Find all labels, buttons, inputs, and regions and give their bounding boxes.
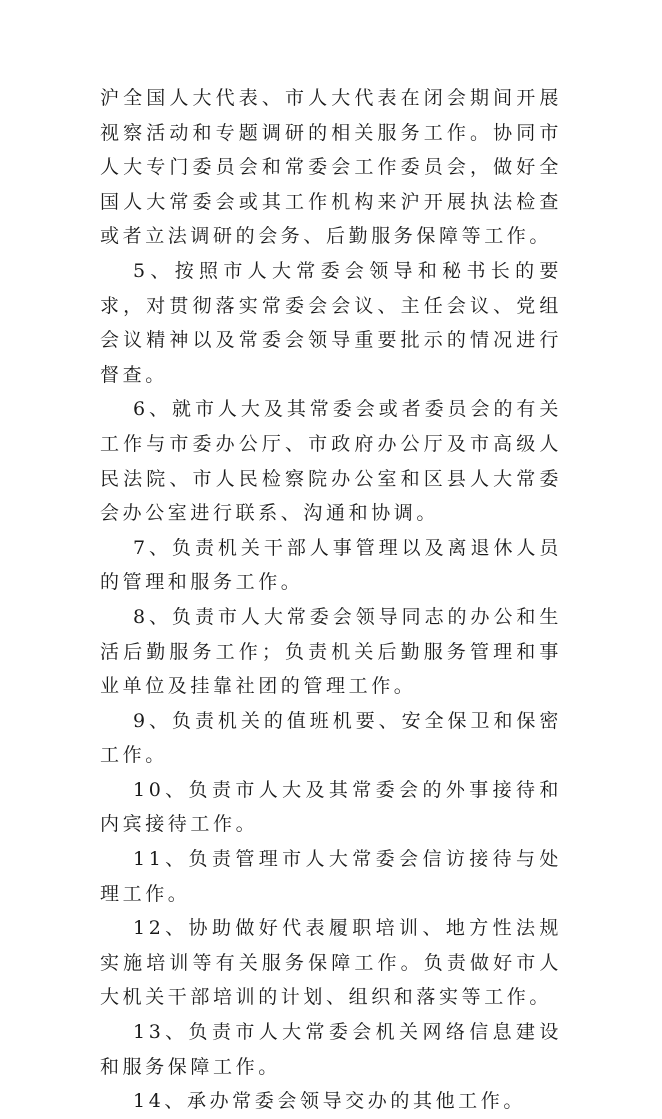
paragraph-item-14: 14、承办常委会领导交办的其他工作。	[133, 1090, 526, 1113]
document-page	[100, 81, 562, 1119]
paragraph-item-5: 5、按照市人大常委会领导和秘书长的要求，对贯彻落实常委会会议、主任会议、党组会议精神以及常委会领导重要批示的情况进行督查。	[100, 259, 562, 386]
paragraph-continuation: 沪全国人大代表、市人大代表在闭会期间开展视察活动和专题调研的相关服务工作。协同市人大专门委员会和常委会工作委员会，做好全国人大常委会或其工作机构来沪开展执法检查或者立法调研的会务、后勤服务保障等工作。	[100, 87, 562, 248]
paragraph-item-7: 7、负责机关干部人事管理以及离退休人员的管理和服务工作。	[100, 536, 562, 594]
paragraph-item-8: 8、负责市人大常委会领导同志的办公和生活后勤服务工作；负责机关后勤服务管理和事业单位及挂靠社团的管理工作。	[100, 605, 562, 698]
paragraph-item-10: 10、负责市人大及其常委会的外事接待和内宾接待工作。	[100, 778, 562, 836]
paragraph-item-12: 12、协助做好代表履职培训、地方性法规实施培训等有关服务保障工作。负责做好市人大机关干部培训的计划、组织和落实等工作。	[100, 917, 562, 1009]
paragraph-item-9: 9、负责机关的值班机要、安全保卫和保密工作。	[100, 709, 562, 767]
paragraph-item-11: 11、负责管理市人大常委会信访接待与处理工作。	[100, 848, 562, 905]
paragraph-item-6: 6、就市人大及其常委会或者委员会的有关工作与市委办公厅、市政府办公厅及市高级人民法院、市人民检察院办公室和区县人大常委会办公室进行联系、沟通和协调。	[100, 398, 562, 525]
paragraph-item-13: 13、负责市人大常委会机关网络信息建设和服务保障工作。	[100, 1021, 562, 1078]
